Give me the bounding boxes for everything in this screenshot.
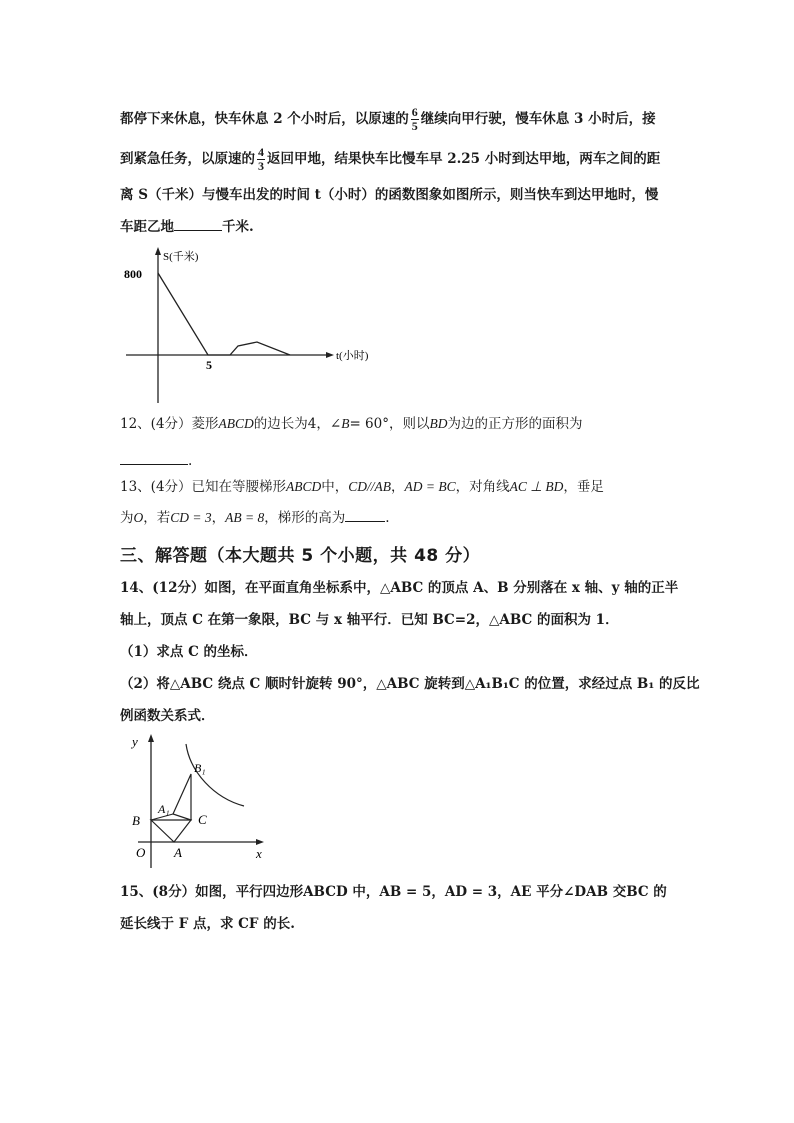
y-axis-label: S(千米) bbox=[163, 251, 199, 263]
label-c: C bbox=[198, 812, 207, 827]
label-a1: A₁ bbox=[158, 802, 170, 816]
p12-text: 12、(4分）菱形 bbox=[120, 416, 219, 432]
section-heading: 三、解答题（本大题共 5 个小题，共 48 分） bbox=[120, 546, 481, 566]
p13-line-2 bbox=[120, 507, 390, 528]
p11-line-1 bbox=[120, 106, 656, 133]
label-x: x bbox=[256, 846, 262, 861]
p13-text: 13、(4分）已知在等腰梯形 bbox=[120, 479, 287, 495]
p13-text: ，对角线 bbox=[455, 479, 510, 495]
math-b: B bbox=[341, 416, 350, 431]
p13-text: 为 bbox=[120, 510, 134, 526]
label-a: A bbox=[174, 845, 182, 860]
label-y: y bbox=[132, 734, 138, 749]
p11-text: 车距乙地 bbox=[120, 219, 174, 235]
math-abcd: ABCD bbox=[286, 479, 322, 494]
x-axis-label: t(小时) bbox=[336, 350, 369, 362]
math-ab-8: AB = 8 bbox=[225, 510, 265, 525]
label-b: B bbox=[132, 813, 140, 828]
answer-blank[interactable] bbox=[120, 450, 188, 465]
math-bd: BD bbox=[429, 416, 448, 431]
p13-period: . bbox=[385, 510, 390, 526]
p13-text: ， bbox=[211, 510, 226, 526]
p11-text: 到紧急任务，以原速的 bbox=[120, 151, 255, 167]
p11-text: 都停下来休息，快车休息 2 个小时后，以原速的 bbox=[120, 111, 409, 127]
p12-line-1 bbox=[120, 414, 582, 434]
triangle-abc bbox=[151, 820, 191, 842]
p12-text: 的边长为4，∠ bbox=[253, 416, 342, 432]
y-axis-arrow bbox=[155, 247, 161, 255]
math-cd-parallel-ab: CD//AB bbox=[348, 479, 392, 494]
p11-line-2 bbox=[120, 146, 660, 173]
p11-text: 离 S（千米）与慢车出发的时间 t（小时）的函数图象如图所示，则当快车到达甲地时，慢 bbox=[120, 187, 659, 203]
y-tick-label: 800 bbox=[124, 267, 142, 281]
x-axis-arrow bbox=[326, 352, 334, 358]
fraction-6-5: $\frac{6}{5}$ bbox=[411, 105, 418, 133]
p11-text: 返回甲地，结果快车比慢车早 2.25 小时到达甲地，两车之间的距 bbox=[267, 151, 661, 167]
p12-text: = 60°，则以 bbox=[349, 416, 430, 432]
p13-text: ，垂足 bbox=[563, 479, 604, 495]
label-b1: B₁ bbox=[194, 761, 206, 775]
math-ad-eq-bc: AD = BC bbox=[404, 479, 456, 494]
p13-text: ，若 bbox=[143, 510, 171, 526]
p11-line-3 bbox=[120, 185, 658, 205]
p15-line-2: 延长线于 F 点，求 CF 的长. bbox=[120, 916, 295, 932]
distance-time-graph bbox=[120, 245, 380, 405]
p14-line-5: 例函数关系式． bbox=[120, 708, 215, 724]
distance-curve bbox=[158, 273, 290, 355]
rotation-diagram bbox=[124, 732, 284, 872]
p14-line-2: 轴上，顶点 C 在第一象限，BC 与 x 轴平行．已知 BC=2，△ABC 的面积为 1． bbox=[120, 612, 619, 628]
p11-text: 千米. bbox=[222, 219, 254, 235]
p11-text: 继续向甲行驶，慢车休息 3 小时后，接 bbox=[420, 111, 656, 127]
p11-line-4 bbox=[120, 216, 254, 237]
x-axis-arrow bbox=[256, 839, 264, 845]
p12-period: . bbox=[188, 453, 193, 469]
answer-blank[interactable] bbox=[345, 507, 385, 522]
math-ac-perp-bd: AC ⊥ BD bbox=[509, 479, 564, 494]
p14-line-4: （2）将△ABC 绕点 C 顺时针旋转 90°，△ABC 旋转到△A₁B₁C 的位置，求经过点 B₁ 的反比 bbox=[120, 676, 700, 692]
math-o: O bbox=[133, 510, 144, 525]
fraction-4-3: $\frac{4}{3}$ bbox=[258, 145, 264, 173]
p12-line-2 bbox=[120, 450, 192, 471]
inverse-curve bbox=[186, 744, 244, 806]
answer-blank[interactable] bbox=[174, 216, 222, 231]
p15-line-1: 15、(8分）如图，平行四边形ABCD 中，AB = 5，AD = 3，AE 平分∠DAB 交BC 的 bbox=[120, 884, 667, 900]
p13-line-1 bbox=[120, 477, 604, 497]
math-cd-3: CD = 3 bbox=[170, 510, 212, 525]
p13-text: 中， bbox=[321, 479, 349, 495]
math-abcd: ABCD bbox=[218, 416, 254, 431]
triangle-a1b1c bbox=[173, 774, 191, 820]
p13-text: ， bbox=[391, 479, 405, 495]
x-tick-label: 5 bbox=[206, 358, 212, 372]
p14-line-3: （1）求点 C 的坐标． bbox=[120, 644, 258, 660]
p12-text: 为边的正方形的面积为 bbox=[447, 416, 583, 432]
p14-line-1: 14、(12分）如图，在平面直角坐标系中，△ABC 的顶点 A、B 分别落在 x 轴、y 轴的正半 bbox=[120, 580, 679, 596]
p13-text: ，梯形的高为 bbox=[264, 510, 346, 526]
y-axis-arrow bbox=[148, 734, 154, 742]
label-o: O bbox=[136, 845, 146, 860]
